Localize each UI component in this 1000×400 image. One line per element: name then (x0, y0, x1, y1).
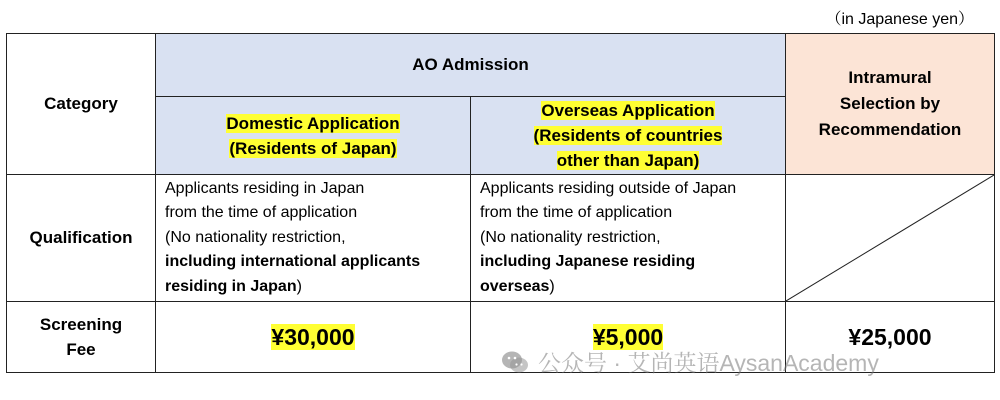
wechat-icon (500, 347, 530, 377)
overseas-application-header (471, 97, 786, 175)
domestic-qual-line1: Applicants residing in Japan (165, 179, 365, 197)
overseas-header-line1: Overseas Application (541, 101, 715, 120)
category-header-label: Category (44, 94, 118, 113)
watermark-text: 公众号 · 艾尚英语AysanAcademy (538, 350, 879, 376)
overseas-qual-line3: (No nationality restriction, (480, 228, 661, 246)
intramural-header (786, 34, 995, 175)
domestic-qual-line2: from the time of application (165, 204, 358, 222)
category-header (7, 34, 156, 175)
domestic-qual-close-paren: ) (296, 277, 302, 295)
domestic-fee: ¥30,000 (271, 323, 355, 350)
domestic-qual-line4: including international applicants (165, 253, 421, 271)
overseas-fee: ¥5,000 (592, 323, 664, 350)
overseas-qual-line2: from the time of application (480, 204, 673, 222)
intramural-line3: Recommendation (818, 120, 962, 139)
header-row-top (7, 34, 995, 97)
intramural-fee: ¥25,000 (848, 323, 932, 350)
diagonal-line (786, 175, 994, 301)
screening-fee-table (6, 33, 995, 373)
screening-fee-label-line1: Screening (39, 315, 123, 334)
overseas-qualification (471, 175, 786, 302)
overseas-qual-line1: Applicants residing outside of Japan (480, 179, 737, 197)
qualification-label-cell (7, 175, 156, 302)
overseas-header-line3: other than Japan) (556, 151, 700, 170)
intramural-line2: Selection by (839, 94, 941, 113)
domestic-fee-cell (156, 302, 471, 373)
domestic-qualification (156, 175, 471, 302)
domestic-header-line2: (Residents of Japan) (229, 138, 397, 158)
screening-fee-label-cell (7, 302, 156, 373)
overseas-qual-close-paren: ) (549, 277, 555, 295)
domestic-qual-line5: residing in Japan (165, 277, 297, 295)
currency-note: （in Japanese yen） (825, 11, 974, 28)
domestic-qual-line3: (No nationality restriction, (165, 228, 346, 246)
domestic-header-line1: Domestic Application (226, 113, 400, 133)
intramural-line1: Intramural (848, 68, 932, 87)
overseas-header-line2: (Residents of countries (533, 126, 723, 145)
ao-admission-header (156, 34, 786, 97)
qualification-row (7, 175, 995, 302)
watermark (500, 345, 879, 378)
qualification-label: Qualification (29, 228, 133, 247)
ao-admission-label: AO Admission (412, 55, 529, 74)
domestic-application-header (156, 97, 471, 175)
overseas-qual-line5: overseas (480, 277, 550, 295)
screening-fee-label-line2: Fee (66, 340, 96, 359)
overseas-qual-line4: including Japanese residing (480, 253, 696, 271)
intramural-qualification-empty (786, 175, 995, 302)
